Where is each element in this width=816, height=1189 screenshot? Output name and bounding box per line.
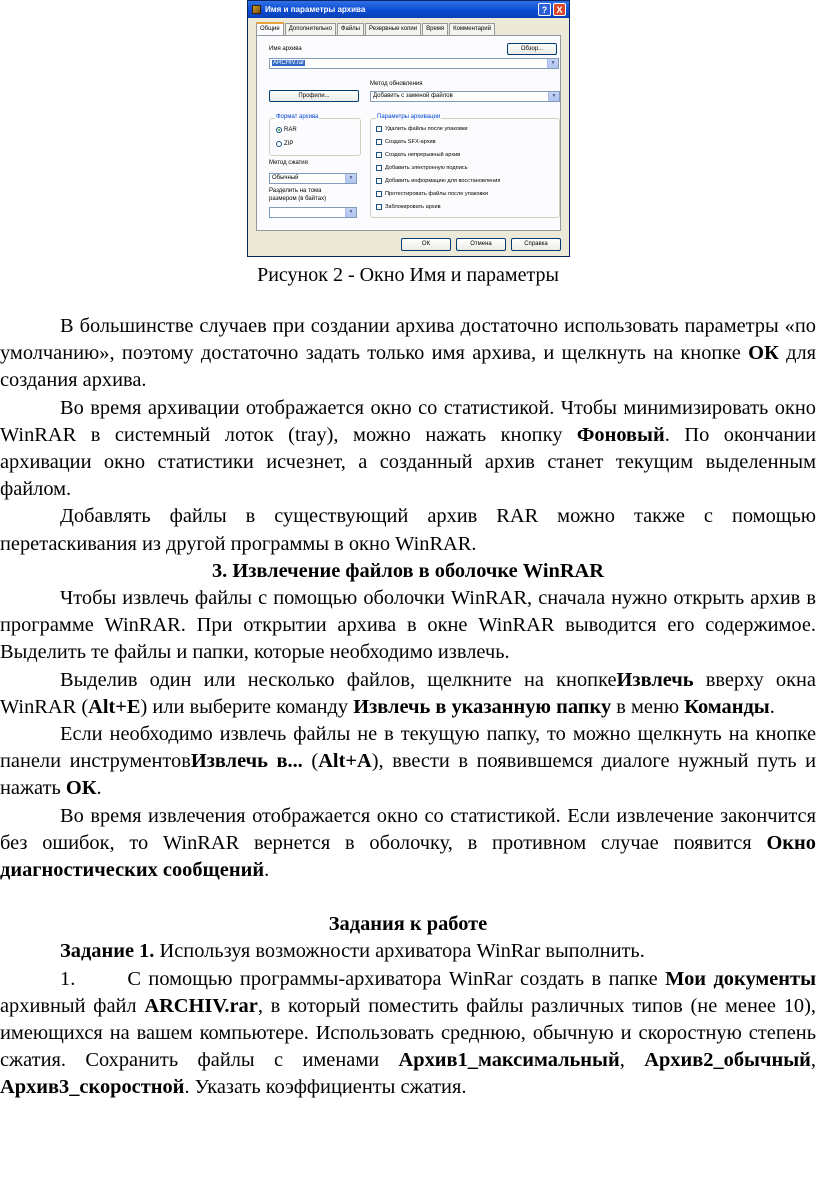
update-method-label: Метод обновления xyxy=(370,81,423,87)
option-label: Добавить информацию для восстановления xyxy=(385,178,501,184)
archive-options-group xyxy=(370,114,560,218)
split-label-line1: Разделить на тома xyxy=(269,188,322,194)
text-run: . xyxy=(96,777,102,800)
bold-run: Alt+A xyxy=(318,750,372,773)
paragraph: Чтобы извлечь файлы с помощью оболочки WinRAR, сначала нужно открыть архив в программе WinRAR. При открытии архива в окне WinRAR выводится его содержимое. Выделить те файлы и папки, которые необходимо извлечь. xyxy=(0,587,816,664)
option-lock[interactable] xyxy=(376,204,441,210)
text-run: Если необходимо извлечь файлы не в текущую папку, то можно щелкнуть на кнопке панели инструментов xyxy=(0,723,816,773)
bold-run: Задание 1. xyxy=(60,940,155,963)
option-delete-after[interactable] xyxy=(376,126,468,132)
format-rar-radio[interactable] xyxy=(276,127,297,133)
tasks-heading: Задания к работе xyxy=(328,913,488,936)
bold-run: ОК xyxy=(748,342,779,365)
option-recovery[interactable] xyxy=(376,178,500,184)
chevron-down-icon[interactable]: ▼ xyxy=(548,92,559,101)
format-zip-label: ZIP xyxy=(284,141,294,147)
paragraph xyxy=(0,803,816,885)
tab-backup[interactable]: Резервные копии xyxy=(365,23,421,35)
text-run: Используя возможности архиватора WinRar выполнить. xyxy=(154,940,645,963)
checkbox-icon xyxy=(376,165,382,171)
text-run: для создания архива. xyxy=(0,342,816,392)
format-rar-label: RAR xyxy=(284,127,297,133)
ok-button[interactable]: ОК xyxy=(401,238,451,251)
text-run: . xyxy=(264,859,270,882)
tab-comment[interactable]: Комментарий xyxy=(449,23,495,35)
format-zip-radio[interactable] xyxy=(276,141,293,147)
text-run: Выделив один или несколько файлов, щелкните на кнопке xyxy=(60,668,617,691)
tab-general[interactable]: Общие xyxy=(256,22,284,36)
archive-settings-dialog xyxy=(247,0,570,257)
checkbox-icon xyxy=(376,152,382,158)
tab-panel-general xyxy=(256,35,561,231)
checkbox-icon xyxy=(376,204,382,210)
compression-combo[interactable] xyxy=(269,173,357,184)
text-run: ), ввести в появившемся диалоге нужный путь и нажать xyxy=(0,750,816,800)
text-run: Во время извлечения отображается окно со статистикой. Если извлечение закончится без ошибок, то WinRAR вернется в оболочку, в противном случае появится xyxy=(0,804,816,854)
radio-selected-icon xyxy=(276,127,282,133)
chevron-down-icon[interactable]: ▼ xyxy=(345,208,356,217)
text-run: , xyxy=(810,1049,816,1072)
dialog-titlebar xyxy=(248,1,569,18)
bold-run: Извлечь в указанную папку xyxy=(353,695,612,718)
update-method-combo[interactable] xyxy=(370,91,560,102)
paragraph xyxy=(0,721,816,803)
text-run: , в который поместить файлы различных типов (не менее 10), имеющихся на вашем компьютере. Использовать среднюю, обычную и скоростную степень сжатия. Сохранить файлы с именами xyxy=(0,994,816,1072)
option-label: Протестировать файлы после упаковки xyxy=(385,191,489,197)
bold-run: Архив3_скоростной xyxy=(0,1076,185,1099)
section-heading: 3. Извлечение файлов в оболочке WinRAR xyxy=(211,559,604,582)
dialog-title: Имя и параметры архива xyxy=(265,5,366,14)
option-label: Добавить электронную подпись xyxy=(385,165,468,171)
document-body xyxy=(0,313,816,1102)
text-run: , xyxy=(619,1049,645,1072)
option-label: Удалить файлы после упаковки xyxy=(385,126,468,132)
text-run: ) или выберите команду xyxy=(140,695,354,718)
text-run: С помощью программы-архиватора WinRar создать в папке xyxy=(127,967,666,990)
compression-value: Обычный xyxy=(272,175,299,181)
paragraph xyxy=(0,667,816,721)
checkbox-icon xyxy=(376,191,382,197)
option-signature[interactable] xyxy=(376,165,468,171)
radio-unselected-icon xyxy=(276,141,282,147)
bold-run: Окно диагностических сообщений xyxy=(0,831,816,882)
option-solid[interactable] xyxy=(376,152,460,158)
bold-run: Команды xyxy=(684,695,770,718)
archive-format-title: Формат архива xyxy=(276,114,319,120)
list-number: 1. xyxy=(60,967,76,990)
tab-time[interactable]: Время xyxy=(422,23,448,35)
update-method-value: Добавить с заменой файлов xyxy=(373,93,453,99)
option-test[interactable] xyxy=(376,191,488,197)
text-run: вверху окна WinRAR ( xyxy=(0,668,816,718)
help-button[interactable]: Справка xyxy=(511,238,561,251)
paragraph xyxy=(0,313,816,395)
archive-name-combo[interactable] xyxy=(269,58,559,69)
bold-run: ОК xyxy=(65,777,97,800)
text-run: . По окончании архивации окно статистики исчезнет, а созданный архив станет текущим выделенным файлом. xyxy=(0,423,816,501)
winrar-app-icon xyxy=(252,5,261,14)
paragraph xyxy=(0,938,816,965)
tab-files[interactable]: Файлы xyxy=(337,23,364,35)
option-label: Создать SFX-архив xyxy=(385,139,436,145)
text-run: В большинстве случаев при создании архива достаточно использовать параметры «по умолчанию», поэтому достаточно задать только имя архива, и щелкнуть на кнопке xyxy=(0,315,816,365)
split-label-line2: размером (в байтах) xyxy=(269,196,327,202)
profiles-button[interactable]: Профили... xyxy=(269,90,359,102)
text-run: Во время архивации отображается окно со статистикой. Чтобы минимизировать окно WinRAR в системный лоток (tray), можно нажать кнопку xyxy=(0,396,816,446)
bold-run: Архив1_максимальный xyxy=(398,1049,620,1072)
checkbox-icon xyxy=(376,139,382,145)
list-item xyxy=(0,966,816,1102)
archive-name-label: Имя архива xyxy=(269,46,302,52)
chevron-down-icon[interactable]: ▼ xyxy=(345,174,356,183)
text-run: в меню xyxy=(611,695,685,718)
option-label: Создать непрерывный архив xyxy=(385,152,461,158)
chevron-down-icon[interactable]: ▼ xyxy=(547,59,558,68)
close-icon[interactable]: X xyxy=(553,3,566,16)
spacer xyxy=(0,884,816,911)
checkbox-icon xyxy=(376,126,382,132)
help-icon[interactable]: ? xyxy=(538,3,551,16)
cancel-button[interactable]: Отмена xyxy=(456,238,506,251)
bold-run: Архив2_обычный xyxy=(644,1049,811,1072)
bold-run: Фоновый xyxy=(576,423,665,446)
text-run: . xyxy=(769,695,775,718)
paragraph: Добавлять файлы в существующий архив RAR можно также с помощью перетаскивания из другой программы в окно WinRAR. xyxy=(0,505,816,555)
checkbox-icon xyxy=(376,178,382,184)
bold-run: Извлечь xyxy=(616,668,694,691)
archive-name-value: ARCHIV.rar xyxy=(273,60,305,66)
browse-button[interactable]: Обзор... xyxy=(507,43,557,55)
bold-run: ARCHIV.rar xyxy=(144,994,258,1017)
paragraph xyxy=(0,395,816,504)
option-sfx[interactable] xyxy=(376,139,436,145)
split-volume-combo[interactable] xyxy=(269,207,357,218)
text-run: ( xyxy=(302,750,319,773)
text-run: архивный файл xyxy=(0,994,145,1017)
option-label: Заблокировать архив xyxy=(385,204,441,210)
bold-run: Извлечь в... xyxy=(190,750,303,773)
compression-label: Метод сжатия xyxy=(269,160,308,166)
archive-format-group xyxy=(269,114,361,156)
bold-run: Alt+E xyxy=(88,695,141,718)
bold-run: Мои документы xyxy=(665,967,816,990)
archive-options-title: Параметры архивации xyxy=(377,114,441,120)
text-run: . Указать коэффициенты сжатия. xyxy=(184,1076,467,1099)
tab-advanced[interactable]: Дополнительно xyxy=(285,23,336,35)
figure-caption: Рисунок 2 - Окно Имя и параметры xyxy=(257,264,559,286)
